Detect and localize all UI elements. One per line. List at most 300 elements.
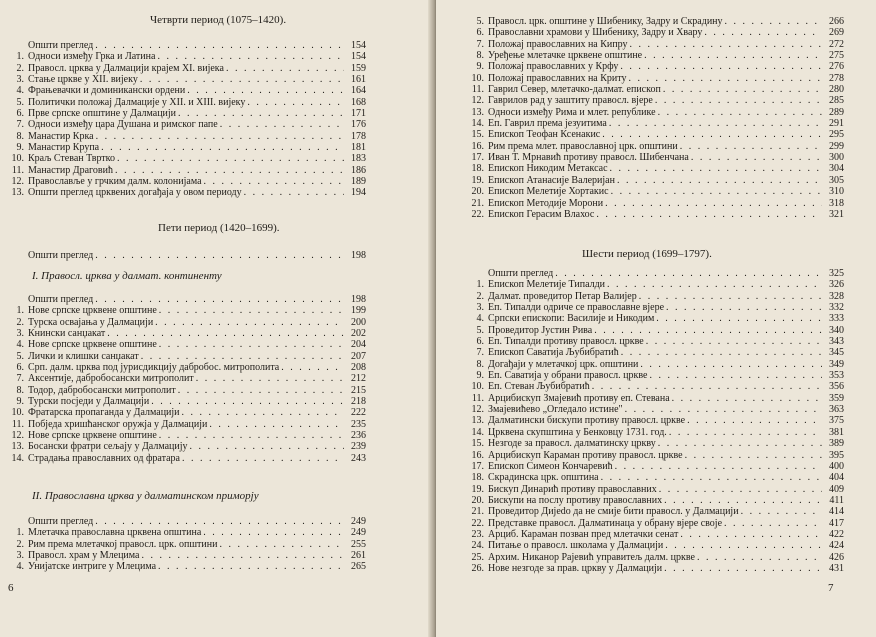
entry-number: 4. [16,561,24,573]
entry-page: 218 [351,396,366,408]
dot-leader [683,450,822,461]
entry-number: 17. [471,152,484,164]
entry-number: 7. [476,347,484,359]
toc-entry [468,347,844,358]
toc-entry [468,313,844,324]
entry-page: 310 [829,186,844,198]
dot-leader [185,85,344,96]
entry-title: Епископ Теофан Ксенакис [488,129,601,141]
entry-page: 181 [351,142,366,154]
entry-title: Епископ Методије Морони [488,197,604,209]
entry-title: Проведитор Дијedo да не смије бити правосл. у Далмацији [488,506,739,518]
dot-leader [723,16,822,27]
dot-leader [153,317,344,328]
entry-number: 26. [471,562,484,574]
entry-number: 14. [11,452,24,464]
entry-title: Положај православних у Крфу [488,61,619,73]
entry-page: 239 [351,441,366,453]
entry-page: 328 [829,290,844,302]
entry-title: Арциб. Караман позван пред млетачки сенат [488,528,679,540]
entry-number: 12. [471,404,484,416]
toc-entry [8,108,366,119]
toc-entry [468,175,844,186]
toc-entry [468,152,844,163]
entry-title: Бискуп Динарић противу православних [488,483,657,495]
entry-page: 326 [829,279,844,291]
entry-number: 12. [11,430,24,442]
entry-page: 409 [829,483,844,495]
dot-leader [600,129,822,140]
entry-title: Страдања православних од фратара [28,452,180,464]
entry-page: 395 [829,449,844,461]
entry-number: 3. [16,74,24,86]
entry-title: Општи преглед [28,250,94,261]
entry-page: 261 [351,550,366,562]
entry-page: 208 [351,362,366,374]
entry-number: 15. [471,438,484,450]
dot-leader [689,152,822,163]
toc-entry [468,427,844,438]
toc-entry [8,176,366,187]
dot-leader [657,484,822,495]
entry-title: Кнински санџакат [28,328,106,340]
entry-page: 305 [829,174,844,186]
entry-number: 5. [476,16,484,27]
toc-entry [468,198,844,209]
toc-entry [468,518,844,529]
entry-title: Православни храмови у Шибенику, Задру и Хвару [488,27,703,39]
entry-number: 19. [471,174,484,186]
dot-leader [638,359,822,370]
dot-leader [157,305,344,316]
entry-page: 424 [829,540,844,552]
entry-number: 2. [16,62,24,74]
dot-leader [594,209,822,220]
entry-title: Положај православних на Кипру [488,38,628,50]
toc-entry [8,305,366,316]
dot-leader [242,187,344,198]
dot-leader [627,73,823,84]
dot-leader [662,563,822,574]
toc-entry [468,279,844,290]
dot-leader [93,294,344,305]
entry-number: 11. [471,84,484,96]
entry-page: 215 [351,384,366,396]
dot-leader [656,438,822,449]
entry-title: Уређење млетачке црквене општине [488,50,643,62]
entry-title: Далмат. проведитор Петар Валијер [488,290,637,302]
entry-title: Манастир Драговић [28,164,113,176]
dot-leader [217,539,344,550]
entry-title: Епископ Саватија Љубибратић [488,347,619,359]
entry-page: 199 [351,305,366,317]
entry-title: Лички и клишки санџакат [28,350,139,362]
dot-leader [224,63,344,74]
entry-number: 2. [16,538,24,550]
toc-entry [468,84,844,95]
entry-number: 1. [16,51,24,63]
entry-number: 3. [16,328,24,340]
entry-number: 25. [471,551,484,563]
dot-leader [176,385,344,396]
entry-title: Епископ Никодим Метаксас [488,163,608,175]
entry-title: Еп. Гаврил према језуитима [488,118,607,130]
entry-page: 222 [351,407,366,419]
dot-leader [113,165,344,176]
dot-leader [619,347,822,358]
entry-number: 13. [11,441,24,453]
toc-entry [8,40,366,51]
entry-title: Општи преглед [28,516,94,527]
entry-page: 353 [829,370,844,382]
entry-title: Бискупи на послу противу православних [488,494,663,506]
dot-leader [207,419,344,430]
entry-title: Иван Т. Мрнавић противу правосл. Шибенчана [488,152,689,164]
entry-title: Еп. Саватија у обрани правосл. цркве [488,370,648,382]
dot-leader [613,461,822,472]
entry-title: Односи између цара Душана и римског папе [28,119,218,131]
toc-part-continent [8,294,366,464]
dot-leader [180,407,344,418]
dot-leader [642,50,822,61]
entry-page: 417 [829,517,844,529]
dot-leader [670,393,822,404]
entry-page: 171 [351,108,366,120]
entry-page: 285 [829,95,844,107]
entry-number: 3. [16,550,24,562]
entry-page: 164 [351,85,366,97]
toc-entry [468,39,844,50]
toc-entry [468,381,844,392]
dot-leader [662,495,822,506]
entry-number: 9. [476,370,484,382]
toc-entry [468,16,844,27]
entry-page: 255 [351,538,366,550]
entry-title: Манастир Крупа [28,142,100,154]
dot-leader [155,51,344,62]
entry-page: 343 [829,336,844,348]
entry-page: 207 [351,350,366,362]
dot-leader [702,27,822,38]
entry-title: Скрадинска црк. општина [488,472,599,484]
entry-page: 269 [829,27,844,39]
entry-number: 13. [11,187,24,199]
entry-page: 202 [351,328,366,340]
entry-title: Фрањевачки и доминикански ордени [28,85,186,97]
entry-page: 295 [829,129,844,141]
dot-leader [93,516,344,527]
entry-page: 356 [829,381,844,393]
entry-page: 299 [829,140,844,152]
entry-title: Арцибискуп Змајевић противу еп. Стевана [488,392,670,404]
entry-page: 186 [351,164,366,176]
entry-number: 11. [471,392,484,404]
entry-number: 5. [16,350,24,362]
dot-leader [105,328,344,339]
entry-title: Нове српске црквене општине [28,430,157,442]
toc-entry [468,118,844,129]
toc-part-coast [8,516,366,573]
toc-entry [8,550,366,561]
entry-title: Гаврил Север, млетачко-далмат. епископ [488,84,661,96]
toc-entry [468,336,844,347]
entry-page: 154 [351,51,366,63]
page-number-left: 6 [8,582,14,594]
dot-leader [678,529,822,540]
entry-page: 332 [829,302,844,314]
toc-entry [8,373,366,384]
entry-title: Епископ Герасим Влахос [488,208,595,220]
dot-leader [156,561,344,572]
toc-entry [468,438,844,449]
entry-page: 154 [351,40,366,51]
entry-page: 340 [829,324,844,336]
toc-entry [468,50,844,61]
entry-page: 178 [351,130,366,142]
entry-title: Општи преглед [28,294,94,305]
entry-number: 19. [471,483,484,495]
entry-title: Прве српске општине у Далмацији [28,108,177,120]
entry-page: 404 [829,472,844,484]
entry-page: 381 [829,426,844,438]
entry-number: 8. [16,384,24,396]
toc-entry [8,85,366,96]
toc-fifth-period-continued [468,16,844,220]
toc-entry [8,430,366,441]
entry-page: 212 [351,373,366,385]
toc-entry [468,209,844,220]
dot-leader [623,404,822,415]
entry-page: 325 [829,268,844,279]
dot-leader [138,74,344,85]
entry-page: 249 [351,516,366,527]
toc-entry [468,450,844,461]
entry-page: 411 [829,494,844,506]
dot-leader [99,142,344,153]
entry-number: 7. [16,119,24,131]
toc-entry [8,419,366,430]
entry-title: Унијатске интриге у Млецима [28,561,157,573]
section-heading-fourth-period: Четврти период (1075–1420). [150,14,287,26]
dot-leader [218,119,344,130]
entry-number: 6. [476,27,484,39]
toc-entry [468,268,844,279]
toc-entry [468,415,844,426]
toc-entry [468,61,844,72]
entry-number: 21. [471,197,484,209]
toc-entry [8,516,366,527]
entry-page: 289 [829,106,844,118]
entry-title: Проведитор Јустин Рива [488,324,593,336]
entry-number: 11. [11,418,24,430]
entry-number: 17. [471,460,484,472]
entry-page: 176 [351,119,366,131]
dot-leader [647,370,822,381]
entry-number: 3. [476,302,484,314]
entry-title: Епископ Симеон Кончаревић [488,460,613,472]
entry-title: Аксентије, дабробосански митрополит [28,373,194,385]
entry-number: 22. [471,517,484,529]
entry-page: 189 [351,176,366,188]
toc-sixth-period [468,268,844,574]
dot-leader [663,540,822,551]
right-page [436,0,876,637]
toc-entry [8,74,366,85]
entry-page: 204 [351,339,366,351]
dot-leader [194,373,344,384]
dot-leader [661,84,822,95]
entry-number: 9. [476,61,484,73]
entry-title: Српски епископи: Василије и Никодим [488,313,655,325]
entry-page: 333 [829,313,844,325]
dot-leader [553,268,822,279]
entry-title: Политички положај Далмације у XII. и XIII. вијеку [28,96,246,108]
toc-entry [8,165,366,176]
toc-entry [468,163,844,174]
section-heading-fifth-period: Пети период (1420–1699). [158,222,280,234]
entry-page: 183 [351,153,366,165]
dot-leader [608,163,822,174]
dot-leader [176,108,344,119]
entry-page: 198 [351,294,366,305]
entry-number: 5. [476,324,484,336]
toc-entry [468,461,844,472]
toc-entry [8,51,366,62]
part-heading-continent: I. Правосл. црква у далмат. континенту [32,270,222,282]
entry-title: Далматински бискупи противу правосл. цркве [488,415,686,427]
entry-title: Еп. Стеван Љубибратић [488,381,590,393]
toc-entry [468,141,844,152]
entry-number: 13. [471,415,484,427]
dot-leader [245,97,344,108]
entry-number: 10. [471,381,484,393]
entry-page: 272 [829,38,844,50]
dot-leader [618,61,822,72]
entry-number: 18. [471,163,484,175]
toc-entry [8,385,366,396]
dot-leader [139,351,344,362]
entry-page: 414 [829,506,844,518]
toc-entry [8,539,366,550]
toc-entry [468,325,844,336]
toc-entry [8,294,366,305]
toc-entry [8,142,366,153]
entry-title: Арцибискуп Караман противу правосл. цркве [488,449,683,461]
entry-page: 375 [829,415,844,427]
entry-title: Општи преглед [28,40,94,51]
toc-entry [8,131,366,142]
entry-title: Општи преглед црквених догађаја у овом периоду [28,187,242,199]
entry-page: 422 [829,528,844,540]
dot-leader [664,302,822,313]
toc-entry [8,561,366,572]
entry-page: 318 [829,197,844,209]
dot-leader [149,396,344,407]
left-page [0,0,434,637]
toc-entry [8,527,366,538]
entry-number: 8. [476,358,484,370]
entry-title: Босански фратри сељају у Далмацију [28,441,188,453]
dot-leader [590,381,822,392]
entry-title: Општи преглед [488,268,554,279]
entry-number: 1. [476,279,484,291]
entry-title: Епископ Атанасије Валеријан [488,174,615,186]
page-number-right: 7 [828,582,834,594]
dot-leader [94,131,344,142]
entry-title: Манастир Крка [28,130,94,142]
toc-entry [468,107,844,118]
dot-leader [201,527,344,538]
entry-number: 2. [476,290,484,302]
toc-entry [468,291,844,302]
entry-title: Рим према млет. православној црк. општини [488,140,678,152]
entry-title: Змајевићево „Огледало истине" [488,404,623,416]
entry-number: 6. [16,362,24,374]
entry-title: Правосл. храм у Млецима [28,550,140,562]
toc-entry [8,97,366,108]
entry-number: 15. [471,129,484,141]
toc-entry [468,370,844,381]
dot-leader [695,552,822,563]
entry-title: Правосл. црква у Далмацији крајем XI. вијека [28,62,224,74]
toc-entry [8,317,366,328]
entry-number: 1. [16,305,24,317]
dot-leader [180,453,344,464]
dot-leader [637,291,822,302]
entry-page: 431 [829,562,844,574]
entry-number: 12. [11,176,24,188]
entry-page: 200 [351,316,366,328]
entry-page: 235 [351,418,366,430]
dot-leader [592,325,822,336]
entry-title: Архим. Никанор Рајевић управитељ далм. цркве [488,551,695,563]
dot-leader [644,336,822,347]
entry-title: Гаврилов рад у заштиту правосл. вјере [488,95,653,107]
toc-entry [468,563,844,574]
toc-entry [8,351,366,362]
entry-page: 345 [829,347,844,359]
entry-page: 243 [351,452,366,464]
dot-leader [656,107,822,118]
entry-number: 14. [471,426,484,438]
entry-title: Млетачка православна црквена општина [28,527,202,539]
dot-leader [599,472,822,483]
toc-fourth-period [8,40,366,199]
section-heading-sixth-period: Шести период (1699–1797). [582,248,712,260]
entry-title: Правосл. црк. општине у Шибенику, Задру и Скрадину [488,16,723,27]
dot-leader [605,279,822,290]
entry-number: 14. [471,118,484,130]
dot-leader [157,339,344,350]
dot-leader [202,176,344,187]
dot-leader [157,430,344,441]
dot-leader [739,506,822,517]
entry-page: 304 [829,163,844,175]
entry-title: Стање цркве у XII. вијеку [28,74,138,86]
dot-leader [678,141,822,152]
entry-title: Нове незгоде за прав. цркву у Далмацији [488,562,663,574]
entry-page: 278 [829,72,844,84]
entry-page: 194 [351,187,366,199]
toc-entry [468,506,844,517]
entry-page: 300 [829,152,844,164]
entry-title: Тодор, дабробосански митрополит [28,384,176,396]
dot-leader [653,95,822,106]
entry-page: 159 [351,62,366,74]
toc-entry [8,153,366,164]
toc-entry [468,95,844,106]
entry-number: 4. [16,85,24,97]
